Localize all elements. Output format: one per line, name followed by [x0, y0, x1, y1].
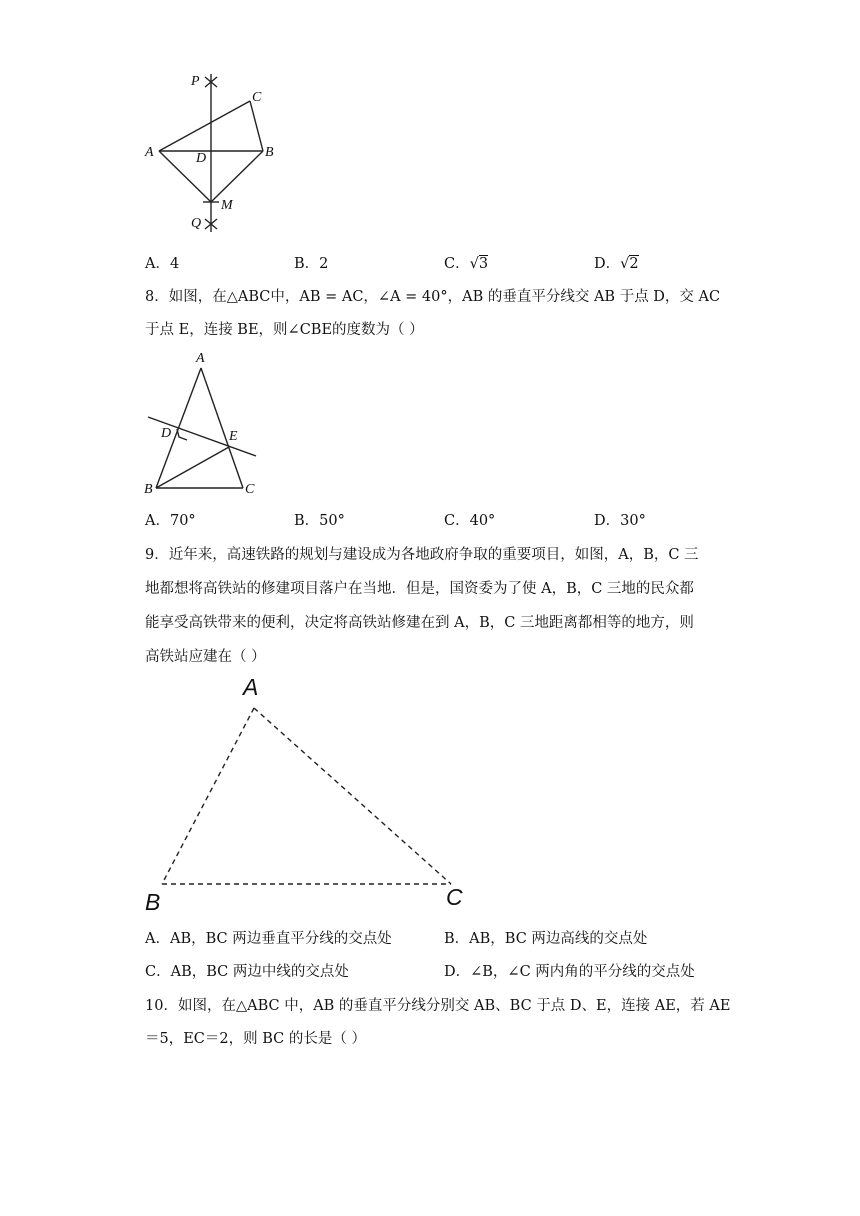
q7-option-c-prefix: C． [444, 256, 470, 272]
fig7-label-p: P [191, 74, 200, 89]
fig7-label-c: C [252, 90, 262, 105]
q9-line-1: 9．近年来，高速铁路的规划与建设成为各地政府争取的重要项目，如图，A，B，C 三 [145, 547, 699, 563]
q8-option-b: B．50° [294, 513, 345, 529]
q9-option-a: A．AB，BC 两边垂直平分线的交点处 [145, 931, 392, 947]
q9-option-b: B．AB，BC 两边高线的交点处 [444, 931, 648, 947]
q9-line-2: 地都想将高铁站的修建项目落户在当地．但是，国资委为了使 A，B，C 三地的民众都 [145, 581, 694, 597]
q10-line-2: ＝5，EC＝2，则 BC 的长是（ ） [145, 1031, 366, 1047]
fig7-label-a: A [145, 145, 154, 160]
q7-option-b: B．2 [294, 256, 329, 272]
q7-option-d-value: 2 [629, 256, 639, 272]
fig9-label-c: C [446, 884, 463, 910]
fig8-label-b: B [144, 482, 153, 497]
fig8-label-e: E [229, 429, 238, 444]
q9-option-d: D．∠B，∠C 两内角的平分线的交点处 [444, 964, 695, 980]
fig7-label-q: Q [191, 216, 202, 231]
sqrt-icon: √ [469, 256, 479, 272]
fig8-label-c: C [245, 482, 255, 497]
q8-option-d: D．30° [594, 513, 646, 529]
q7-option-c-value: 3 [478, 256, 489, 272]
q7-option-a: A．4 [145, 256, 180, 272]
sqrt-icon: √ [620, 256, 630, 272]
q9-option-c: C．AB，BC 两边中线的交点处 [145, 964, 349, 980]
fig9-label-b: B [145, 889, 161, 915]
fig7-label-b: B [265, 145, 274, 160]
fig7-label-m: M [221, 198, 233, 213]
fig9-label-a: A [243, 674, 259, 700]
fig8-label-a: A [196, 351, 205, 366]
q7-option-d-prefix: D． [594, 256, 621, 272]
q10-line-1: 10．如图，在△ABC 中，AB 的垂直平分线分别交 AB、BC 于点 D、E，连接 AE，若 AE [145, 998, 731, 1014]
q8-line-1: 8．如图，在△ABC中，AB = AC，∠A = 40°，AB 的垂直平分线交 AB 于点 D，交 AC [145, 289, 721, 305]
fig7-label-d: D [196, 151, 207, 166]
fig8-label-d: D [161, 426, 172, 441]
q8-line-2: 于点 E，连接 BE，则∠CBE的度数为（ ） [145, 322, 424, 338]
q8-option-a: A．70° [145, 513, 196, 529]
q9-line-3: 能享受高铁带来的便利，决定将高铁站修建在到 A，B，C 三地距离都相等的地方，则 [145, 615, 694, 631]
q9-line-4: 高铁站应建在（ ） [145, 649, 266, 665]
q8-option-c: C．40° [444, 513, 496, 529]
